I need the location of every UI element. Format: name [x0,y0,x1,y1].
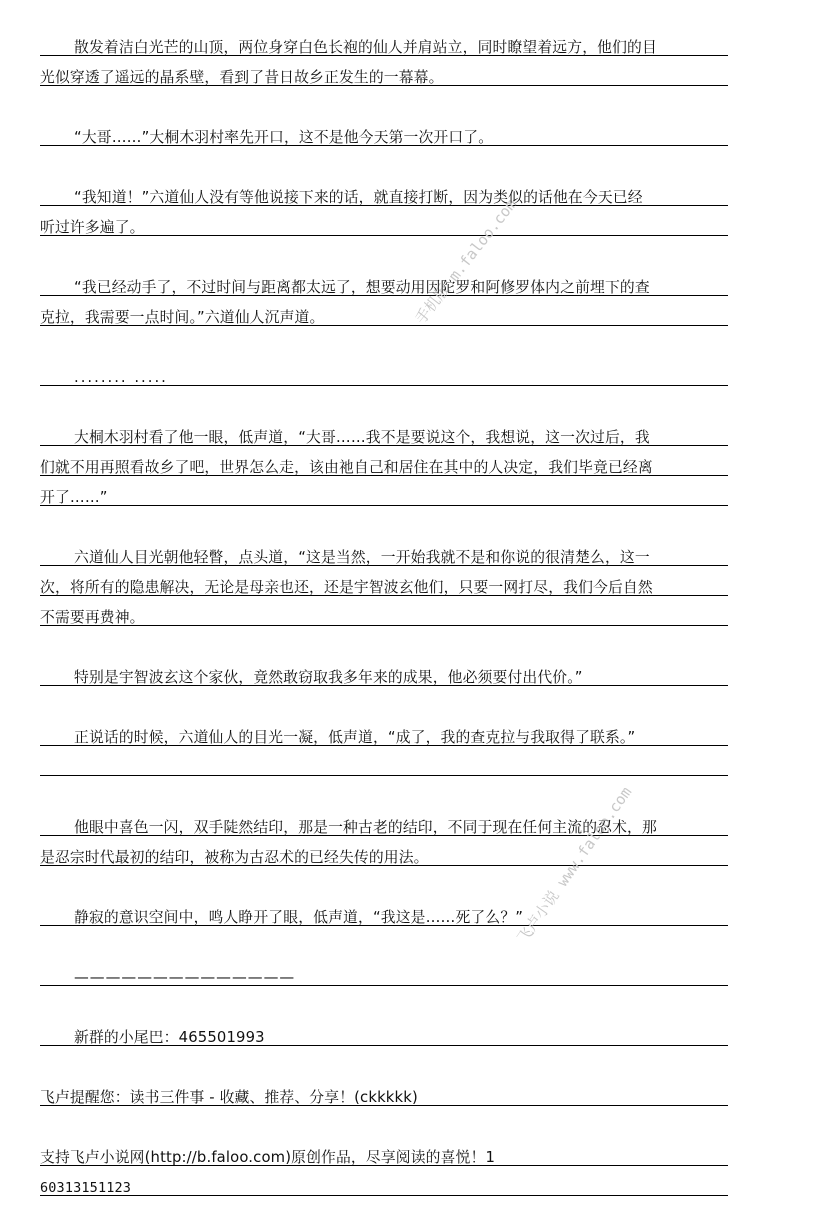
ruled-line [40,775,728,776]
paragraph-6-line-1: 大桐木羽村看了他一眼，低声道，“大哥……我不是要说这个，我想说，这一次过后，我 [74,429,650,446]
faloo-support-line-1: 支持飞卢小说网(http://b.faloo.com)原创作品，尽享阅读的喜悦！1 [40,1149,496,1166]
paragraph-1-line-2: 光似穿透了遥远的晶系壁，看到了昔日故乡正发生的一幕幕。 [40,69,444,86]
paragraph-8-line-1: 特别是宇智波玄这个家伙，竟然敢窃取我多年来的成果，他必须要付出代价。” [74,669,583,686]
paragraph-10-line-1: 他眼中喜色一闪，双手陡然结印，那是一种古老的结印，不同于现在任何主流的忍术，那 [74,819,657,836]
paragraph-7-line-2: 次，将所有的隐患解决，无论是母亲也还，还是宇智波玄他们，只要一网打尽，我们今后自然 [40,579,653,596]
paragraph-6-line-3: 开了……” [40,489,108,506]
paragraph-11-line-1: 静寂的意识空间中，鸣人睁开了眼，低声道，“我这是……死了么？” [74,909,524,926]
faloo-reminder-line: 飞卢提醒您：读书三件事 - 收藏、推荐、分享！(ckkkkk) [40,1089,418,1106]
paragraph-4-line-1: “我已经动手了，不过时间与距离都太远了，想要动用因陀罗和阿修罗体内之前埋下的查 [74,279,650,296]
paragraph-10-line-2: 是忍宗时代最初的结印，被称为古忍术的已经失传的用法。 [40,849,429,866]
paragraph-3-line-2: 听过许多遍了。 [40,219,145,236]
paragraph-7-line-1: 六道仙人目光朝他轻瞥，点头道，“这是当然，一开始我就不是和你说的很清楚么，这一 [74,549,650,566]
paragraph-4-line-2: 克拉，我需要一点时间。”六道仙人沉声道。 [40,309,325,326]
paragraph-7-line-3: 不需要再费神。 [40,609,145,626]
paragraph-6-line-2: 们就不用再照看故乡了吧，世界怎么走，该由祂自己和居住在其中的人决定，我们毕竟已经离 [40,459,653,476]
watermark-site: 飞卢小说 www.faloo.com [513,783,636,947]
watermark-mobile: 手机版 m.faloo.com [411,195,521,328]
paragraph-1-line-1: 散发着洁白光芒的山顶，两位身穿白色长袍的仙人并肩站立，同时瞭望着远方，他们的目 [74,39,657,56]
paragraph-9-line-1: 正说话的时候，六道仙人的目光一凝，低声道，“成了，我的查克拉与我取得了联系。” [74,729,636,746]
faloo-support-line-2: 60313151123 [40,1180,132,1196]
paragraph-2-line-1: “大哥……”大桐木羽村率先开口，这不是他今天第一次开口了。 [74,129,494,146]
paragraph-3-line-1: “我知道！”六道仙人没有等他说接下来的话，就直接打断，因为类似的话他在今天已经 [74,189,643,206]
paragraph-5-ellipsis: ........ ..... [74,369,168,386]
section-separator: —————————————— [74,969,296,986]
group-number-line: 新群的小尾巴：465501993 [74,1029,265,1046]
